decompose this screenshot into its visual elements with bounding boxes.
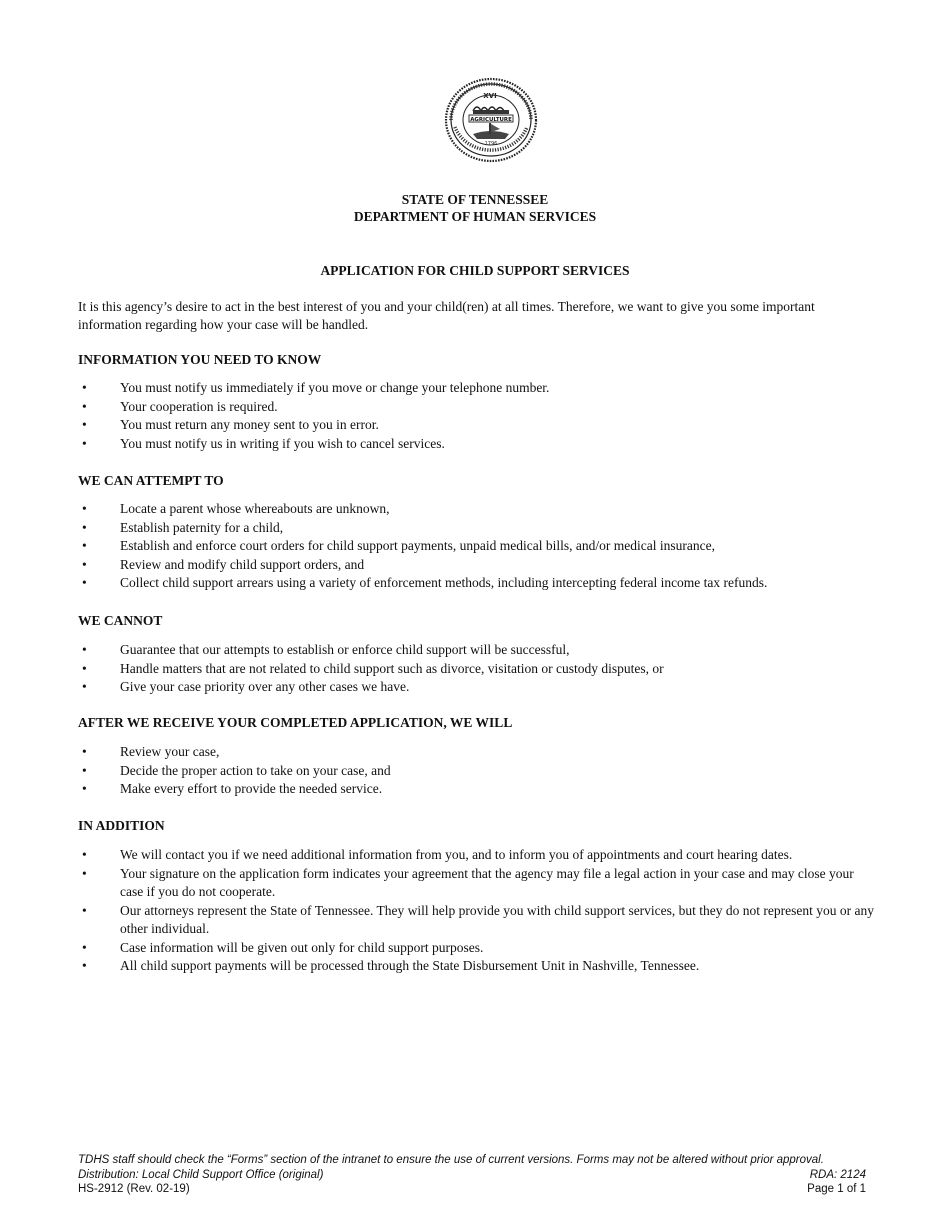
footer-row-form <box>78 1182 886 1197</box>
section-heading-can-attempt: WE CAN ATTEMPT TO <box>78 473 224 488</box>
page-footer <box>78 1153 886 1197</box>
list-item: • Review and modify child support orders, and <box>78 556 878 575</box>
distribution-text: Distribution: Local Child Support Office (original) <box>78 1168 324 1181</box>
rda-number: RDA: 2124 <box>809 1168 866 1181</box>
list-item: • Case information will be given out only for child support purposes. <box>78 939 878 958</box>
list-item: • Our attorneys represent the State of Tennessee. They will help provide you with child support services, but they do not represent you or any other individual. <box>78 902 878 939</box>
list-item: • Review your case, <box>78 743 878 762</box>
list-item: • You must return any money sent to you in error. <box>78 416 878 435</box>
list-item: • Establish and enforce court orders for child support payments, unpaid medical bills, and/or medical insurance, <box>78 537 878 556</box>
list-item: • You must notify us in writing if you wish to cancel services. <box>78 435 878 454</box>
section-list-cannot <box>78 641 878 697</box>
department-name: DEPARTMENT OF HUMAN SERVICES <box>353 209 597 224</box>
section-heading-in-addition: IN ADDITION <box>78 818 165 833</box>
section-heading-cannot: WE CANNOT <box>78 613 163 628</box>
footer-row-distribution <box>78 1168 886 1183</box>
section-list-in-addition <box>78 846 878 976</box>
section-list-after-receive <box>78 743 878 799</box>
list-item: • Decide the proper action to take on your case, and <box>78 762 878 781</box>
list-item: • Handle matters that are not related to child support such as divorce, visitation or custody disputes, or <box>78 660 878 679</box>
list-item: • We will contact you if we need additional information from you, and to inform you of appointments and court hearing dates. <box>78 846 878 865</box>
section-heading-info: INFORMATION YOU NEED TO KNOW <box>78 352 322 367</box>
list-item: • Collect child support arrears using a variety of enforcement methods, including intercepting federal income tax refunds. <box>78 574 878 593</box>
intro-paragraph: It is this agency’s desire to act in the best interest of you and your child(ren) at all times. Therefore, we want to give you some important information regarding how your case will be handled. <box>78 299 815 332</box>
svg-text:1796: 1796 <box>484 141 498 147</box>
svg-text:AGRICULTURE: AGRICULTURE <box>470 117 512 123</box>
list-item: • Give your case priority over any other cases we have. <box>78 678 878 697</box>
list-item: • Establish paternity for a child, <box>78 519 878 538</box>
section-list-info <box>78 379 878 453</box>
list-item: • Make every effort to provide the needed service. <box>78 780 878 799</box>
list-item: • You must notify us immediately if you move or change your telephone number. <box>78 379 878 398</box>
list-item: • Locate a parent whose whereabouts are unknown, <box>78 500 878 519</box>
document-title: APPLICATION FOR CHILD SUPPORT SERVICES <box>320 263 630 278</box>
form-number: HS-2912 (Rev. 02-19) <box>78 1183 190 1195</box>
section-list-can-attempt <box>78 500 878 593</box>
list-item: • Your signature on the application form indicates your agreement that the agency may file a legal action in your case and may close your case if you do not cooperate. <box>78 865 878 902</box>
tennessee-state-seal <box>443 77 539 163</box>
list-item: • Guarantee that our attempts to establish or enforce child support will be successful, <box>78 641 878 660</box>
list-item: • All child support payments will be processed through the State Disbursement Unit in Nashville, Tennessee. <box>78 957 878 976</box>
agency-heading <box>0 191 950 225</box>
svg-text:XVI: XVI <box>483 92 497 100</box>
page-number: Page 1 of 1 <box>807 1183 866 1195</box>
forms-notice: TDHS staff should check the “Forms” section of the intranet to ensure the use of current versions. Forms may not be altered without prior approval. <box>78 1154 824 1166</box>
state-name: STATE OF TENNESSEE <box>401 192 549 207</box>
section-heading-after-receive: AFTER WE RECEIVE YOUR COMPLETED APPLICATION, WE WILL <box>78 715 513 730</box>
list-item: • Your cooperation is required. <box>78 398 878 417</box>
